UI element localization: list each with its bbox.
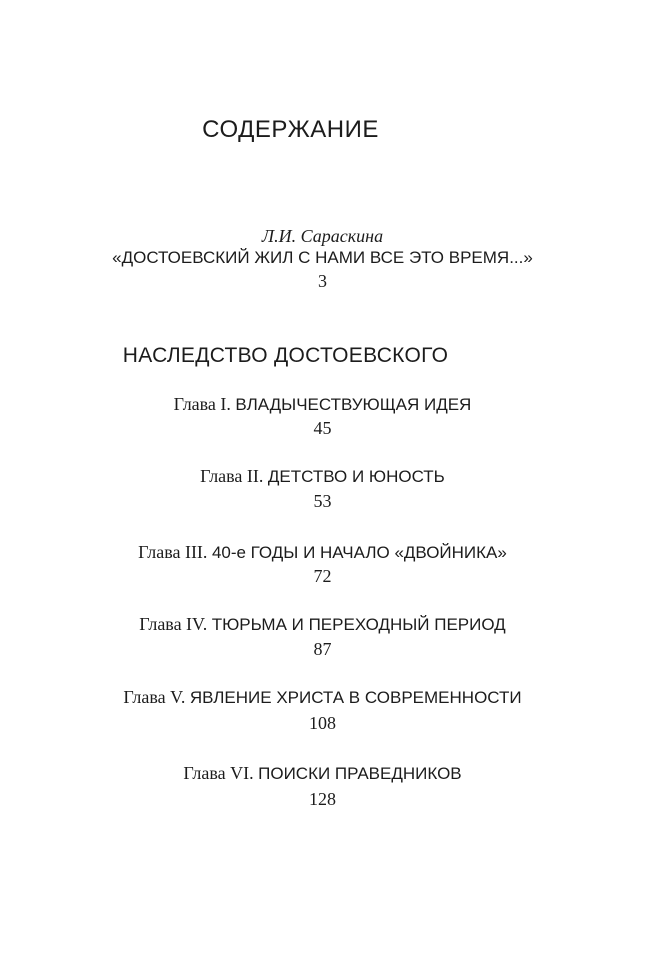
chapter-title: ДЕТСТВО И ЮНОСТЬ (267, 467, 445, 486)
chapter-entry (0, 615, 645, 633)
chapter-entry (0, 395, 645, 413)
intro-author: Л.И. Сараскина (261, 226, 384, 246)
chapter-page-number: 53 (313, 491, 332, 511)
chapter-title: 40-е ГОДЫ И НАЧАЛО «ДВОЙНИКА» (211, 543, 507, 562)
intro-title: «ДОСТОЕВСКИЙ ЖИЛ С НАМИ ВСЕ ЭТО ВРЕМЯ...» (112, 248, 533, 267)
intro-page-number: 3 (318, 271, 327, 291)
chapter-label: Глава IV. (139, 614, 208, 634)
chapter-title: ВЛАДЫЧЕСТВУЮЩАЯ ИДЕЯ (235, 395, 472, 414)
chapter-page-number: 72 (313, 566, 332, 586)
chapter-page-number: 45 (313, 418, 332, 438)
chapter-label: Глава II. (200, 466, 264, 486)
chapter-page-number: 128 (309, 789, 336, 809)
chapter-page-number: 87 (313, 639, 332, 659)
chapter-title: ПОИСКИ ПРАВЕДНИКОВ (258, 764, 462, 783)
chapter-entry (0, 764, 645, 782)
chapter-page-number: 108 (309, 713, 336, 733)
chapter-title: ЯВЛЕНИЕ ХРИСТА В СОВРЕМЕННОСТИ (189, 688, 522, 707)
chapter-title: ТЮРЬМА И ПЕРЕХОДНЫЙ ПЕРИОД (211, 615, 506, 634)
chapter-label: Глава V. (123, 687, 186, 707)
chapter-entry (0, 543, 645, 561)
section-title: НАСЛЕДСТВО ДОСТОЕВСКОГО (122, 344, 449, 367)
chapter-label: Глава I. (173, 394, 231, 414)
chapter-entry (0, 467, 645, 485)
chapter-entry (0, 688, 645, 706)
chapter-label: Глава VI. (183, 763, 254, 783)
chapter-label: Глава III. (138, 542, 208, 562)
page-title: СОДЕРЖАНИЕ (202, 116, 379, 143)
